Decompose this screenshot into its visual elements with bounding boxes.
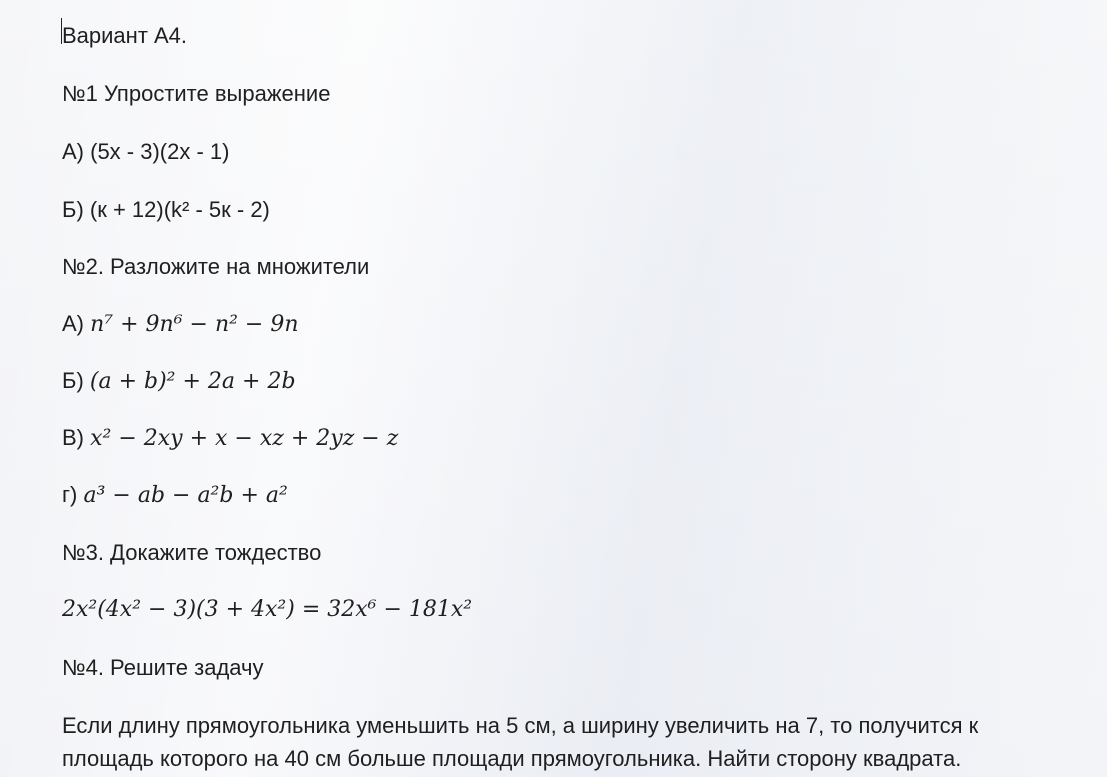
item-expression: (к + 12)(k² - 5к - 2) [89,197,270,222]
item-label: А) [62,311,91,336]
task3-title: №3. Докажите тождество [62,540,322,565]
item-expression: x² − 2xy + x − xz + 2yz − z [90,426,399,451]
item-label: Б) [62,368,90,393]
item-label: Б) [62,197,90,222]
task3-identity: 2x²(4x² − 3)(3 + 4x²) = 32x⁶ − 181x² [62,597,473,622]
item-expression: (5х - 3)(2х - 1) [90,139,230,164]
item-label: В) [62,425,91,450]
task1-item-b [62,196,270,224]
task2-title: №2. Разложите на множители [62,254,370,279]
task2-item-c [62,424,398,453]
item-label: А) [62,139,91,164]
task2-item-b [62,367,296,396]
task2-item-a [62,310,299,339]
item-expression: a³ − ab − a²b + a² [83,483,288,508]
item-expression: (a + b)² + 2a + 2b [89,369,296,394]
task1-title: №1 Упростите выражение [62,81,331,106]
task1-item-a [62,138,229,166]
item-expression: n⁷ + 9n⁶ − n² − 9n [90,312,299,337]
task4-text-line1: Если длину прямоугольника уменьшить на 5 см, а ширину увеличить на 7, то получится к [62,713,979,738]
item-label: г) [62,482,84,507]
variant-title: Вариант А4. [62,23,188,48]
task4-text-line2: площадь которого на 40 см больше площади прямоугольника. Найти сторону квадрата. [62,746,962,771]
task2-item-d [62,481,288,510]
task4-title: №4. Решите задачу [62,655,264,680]
